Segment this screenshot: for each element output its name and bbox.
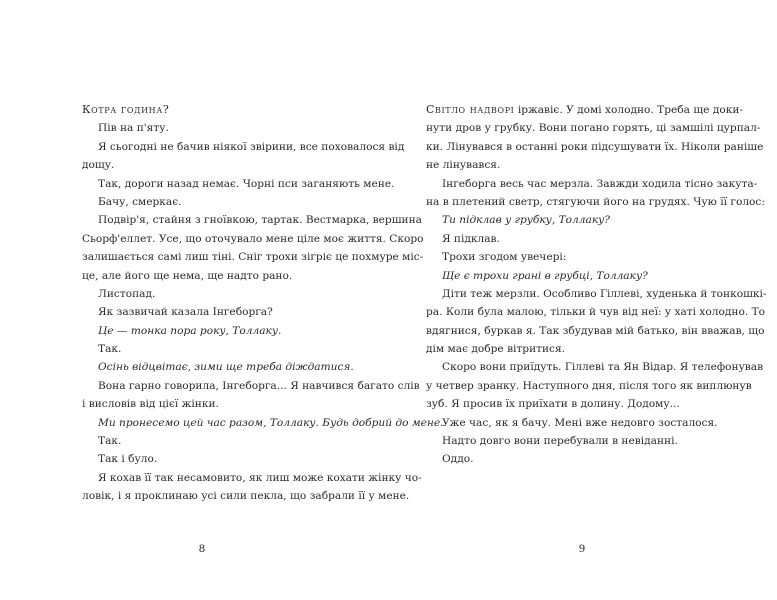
text-line: Котра година? <box>82 103 170 116</box>
text-line: Ще є трохи грані в грубці, Толлаку? <box>442 269 648 282</box>
text-line: Пів на п'яту. <box>98 122 169 135</box>
text-line: Як зазвичай казала Інгеборга? <box>98 306 273 319</box>
page-number: 8 <box>198 543 206 555</box>
text-line: Так і було. <box>98 453 158 466</box>
text-line: Скоро вони приїдуть. Гіллеві та Ян Відар. Я телефонував <box>442 361 764 374</box>
text-line: ра. Коли була малою, тільки й чув від неї: у хаті холодно. То <box>426 306 766 319</box>
text-line: ки. Лінувався в останні роки підсушувати їх. Ніколи раніше <box>426 140 764 153</box>
text-line: залишається самі лиш тіні. Сніг трохи зігріє це похмуре міс- <box>82 251 424 264</box>
text-line: Листопад. <box>98 287 156 300</box>
text-line: Уже час, як я бачу. Мені вже недовго зосталося. <box>442 416 718 429</box>
text-line: Так, дороги назад немає. Чорні пси заганяють мене. <box>98 177 395 190</box>
text-line: Оддо. <box>442 453 474 466</box>
right-page <box>426 0 767 600</box>
text-line: дощу. <box>82 159 115 172</box>
text-line: зуб. Я просив їх приїхати в долину. Додому... <box>426 398 680 411</box>
text-line: нути дров у грубку. Вони погано горять, ці замшілі цурпал- <box>426 122 761 135</box>
text-line: Ми пронесемо цей час разом, Толлаку. Будь добрий до мене. <box>98 416 444 429</box>
text-line: вдягнися, буркав я. Так збудував мій батько, він вважав, що <box>426 324 765 337</box>
text-line: Так. <box>98 343 122 356</box>
text-line: це, але його ще нема, ще надто рано. <box>82 269 293 282</box>
text-line: Інгеборга весь час мерзла. Завжди ходила тісно закута- <box>442 177 758 190</box>
left-page-text <box>82 101 444 506</box>
text-line <box>426 101 743 119</box>
text-line: Ти підклав у грубку, Толлаку? <box>442 214 610 227</box>
text-line: Я підклав. <box>442 232 500 245</box>
page-number: 9 <box>578 543 586 555</box>
text-line: і висловів від цієї жінки. <box>82 398 219 411</box>
left-page <box>82 0 444 600</box>
text-line: ловік, і я проклинаю усі сили пекла, що забрали її у мене. <box>82 490 410 503</box>
right-page-text <box>426 101 767 469</box>
text-line: не лінувався. <box>426 159 501 172</box>
text-line: Так. <box>98 435 122 448</box>
text-line-rest: іржавіє. У домі холодно. Треба ще доки- <box>517 104 743 116</box>
text-line: у четвер зранку. Наступного дня, після того як виплюнув <box>426 379 752 392</box>
text-line: Осінь відцвітає, зими ще треба діждатися. <box>98 361 354 374</box>
chapter-opening-words: Світло надворі <box>426 103 515 116</box>
text-line: на в плетений светр, стягуючи його на грудях. Чую її голос: <box>426 195 765 208</box>
text-line: Бачу, смеркає. <box>98 195 182 208</box>
text-line: дім має добре вітритися. <box>426 343 566 356</box>
text-line: Подвір'я, стайня з гноївкою, тартак. Вестмарка, вершина <box>98 214 422 227</box>
text-line: Трохи згодом увечері: <box>442 251 567 264</box>
text-line: Надто довго вони перебували в невіданні. <box>442 435 678 448</box>
text-line: Це — тонка пора року, Толлаку. <box>98 324 282 337</box>
text-line: Я кохав її так несамовито, як лиш може кохати жінку чо- <box>98 471 422 484</box>
text-line: Вона гарно говорила, Інгеборга... Я навчився багато слів <box>98 379 420 392</box>
text-line: Я сьогодні не бачив ніякої звірини, все поховалося від <box>98 140 405 153</box>
text-line: Сьорф'еллет. Усе, що оточувало мене ціле моє життя. Скоро <box>82 232 424 245</box>
text-line: Діти теж мерзли. Особливо Гіллеві, худенька й тонкошкі- <box>442 287 767 300</box>
